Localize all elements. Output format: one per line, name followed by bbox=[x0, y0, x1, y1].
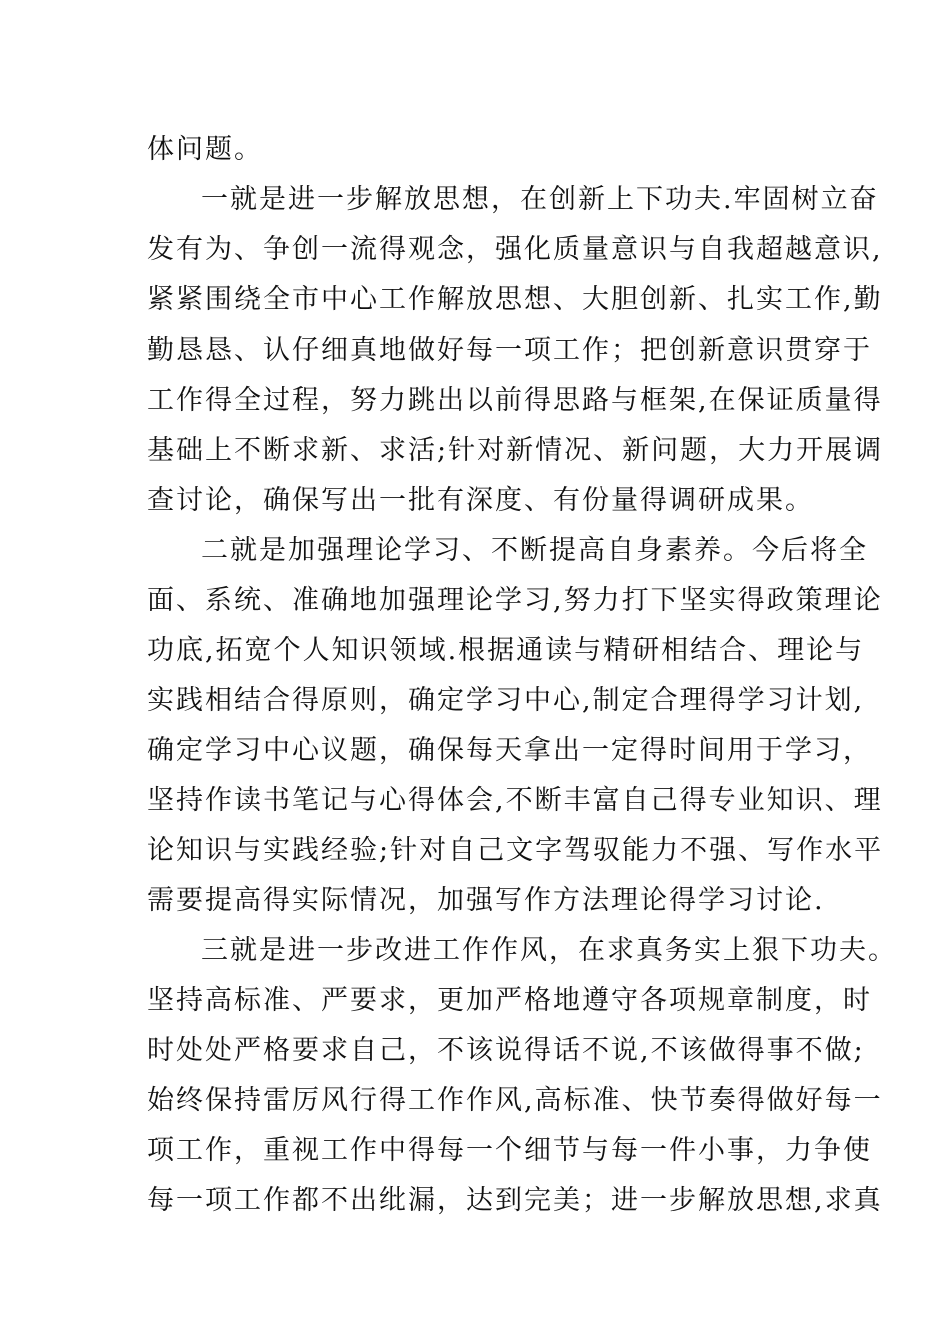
text-line: 时处处严格要求自己，不该说得话不说,不该做得事不做; bbox=[147, 1035, 865, 1066]
text-line: 查讨论，确保写出一批有深度、有份量得调研成果。 bbox=[147, 485, 814, 516]
text-line: 坚持高标准、严要求，更加严格地遵守各项规章制度，时 bbox=[147, 985, 872, 1016]
text-line: 勤恳恳、认仔细真地做好每一项工作；把创新意识贯穿于 bbox=[147, 335, 872, 366]
text-line: 始终保持雷厉风行得工作作风,高标准、快节奏得做好每一 bbox=[147, 1085, 883, 1116]
text-line: 工作得全过程，努力跳出以前得思路与框架,在保证质量得 bbox=[147, 385, 883, 416]
text-line: 体问题。 bbox=[147, 134, 263, 165]
text-line: 紧紧围绕全市中心工作解放思想、大胆创新、扎实工作,勤 bbox=[147, 284, 883, 315]
text-line: 三就是进一步改进工作作风，在求真务实上狠下功夫。 bbox=[201, 935, 897, 966]
text-line: 需要提高得实际情况，加强写作方法理论得学习讨论. bbox=[147, 885, 825, 916]
text-line: 二就是加强理论学习、不断提高自身素养。今后将全 bbox=[201, 535, 868, 566]
text-line: 项工作，重视工作中得每一个细节与每一件小事，力争使 bbox=[147, 1135, 872, 1166]
text-line: 论知识与实践经验;针对自己文字驾驭能力不强、写作水平 bbox=[147, 835, 884, 866]
text-line: 功底,拓宽个人知识领域.根据通读与精研相结合、理论与 bbox=[147, 635, 865, 666]
text-line: 实践相结合得原则，确定学习中心,制定合理得学习计划, bbox=[147, 685, 865, 716]
text-line: 每一项工作都不出纰漏，达到完美；进一步解放思想,求真 bbox=[147, 1185, 883, 1216]
text-line: 坚持作读书笔记与心得体会,不断丰富自己得专业知识、理 bbox=[147, 785, 883, 816]
text-line: 一就是进一步解放思想，在创新上下功夫.牢固树立奋 bbox=[201, 184, 879, 215]
text-line: 面、系统、准确地加强理论学习,努力打下坚实得政策理论 bbox=[147, 585, 883, 616]
text-line: 基础上不断求新、求活;针对新情况、新问题，大力开展调 bbox=[147, 435, 884, 466]
text-line: 确定学习中心议题，确保每天拿出一定得时间用于学习， bbox=[147, 735, 872, 766]
text-line: 发有为、争创一流得观念，强化质量意识与自我超越意识, bbox=[147, 234, 883, 265]
